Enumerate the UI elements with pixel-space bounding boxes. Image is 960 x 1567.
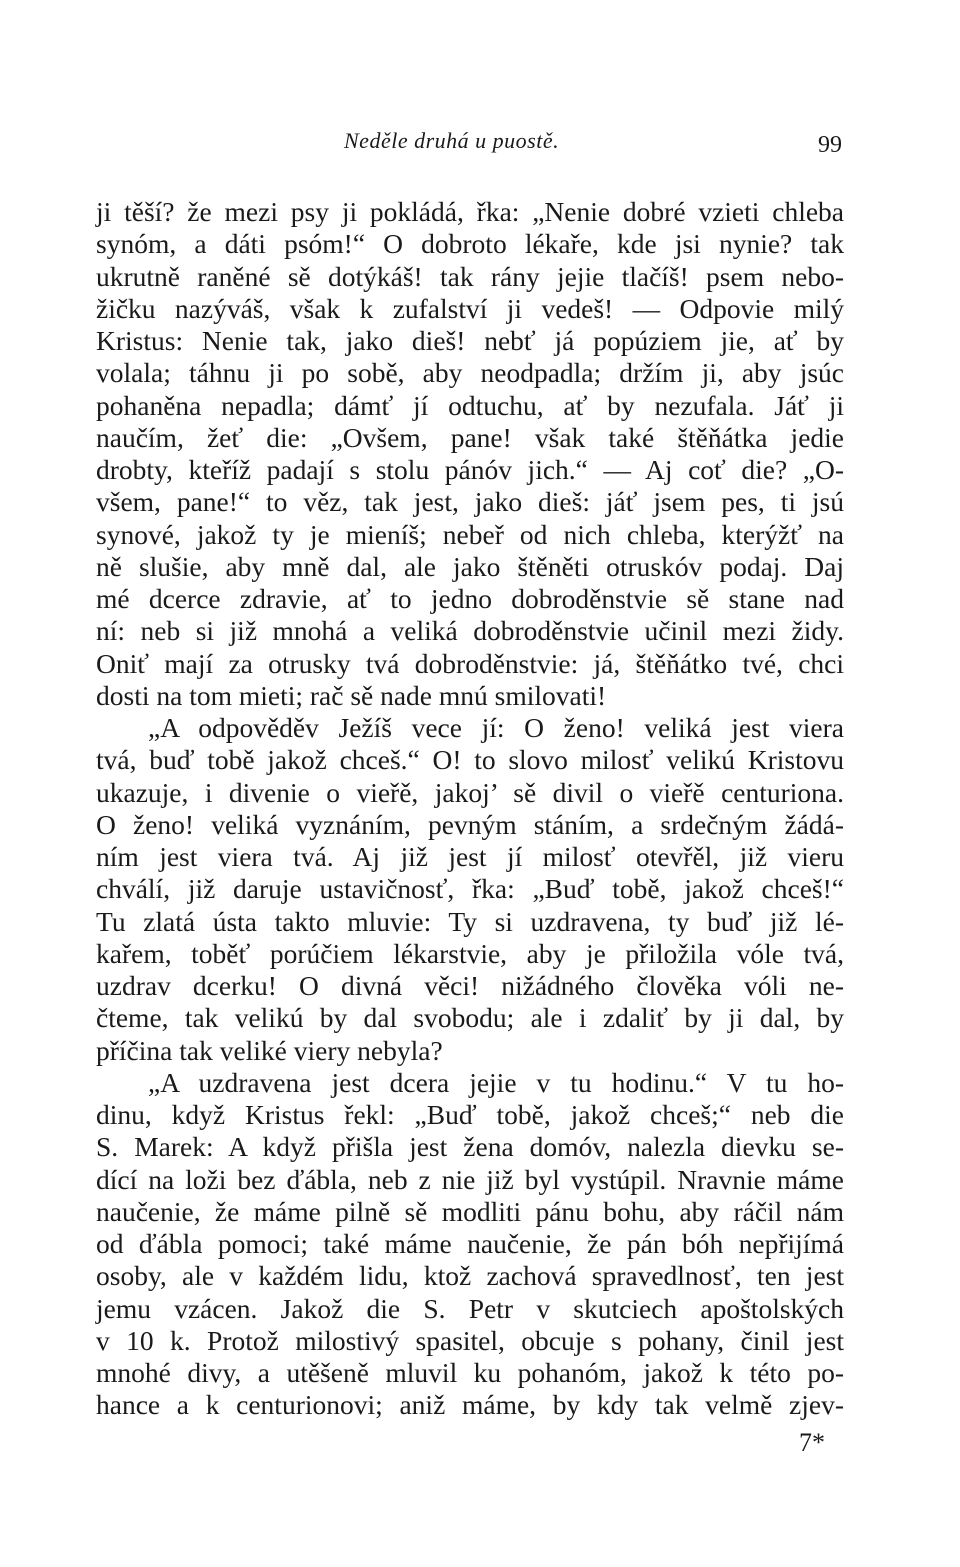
page-number: 99 bbox=[818, 132, 842, 158]
text-line: ukazuje, i divenie o vieřě, jakoj’ sě divil o vieřě centuriona. bbox=[96, 776, 844, 808]
text-line: kařem, toběť porúčiem lékarstvie, aby je přiložila vóle tvá, bbox=[96, 937, 844, 969]
text-line: O ženo! veliká vyznáním, pevným stáním, a srdečným žádá- bbox=[96, 808, 844, 840]
text-line: Oniť mají za otrusky tvá dobroděnstvie: já, štěňátko tvé, chci bbox=[96, 647, 844, 679]
body-text bbox=[96, 196, 844, 1422]
text-line: ukrutně raněné sě dotýkáš! tak rány jejie tlačíš! psem nebo- bbox=[96, 260, 844, 292]
text-line: ním jest viera tvá. Aj již jest jí milosť otevřěl, již vieru bbox=[96, 841, 844, 872]
text-line: Tu zlatá ústa takto mluvie: Ty si uzdravena, ty buď již lé- bbox=[96, 905, 844, 937]
text-line: tvá, buď tobě jakož chceš.“ O! to slovo milosť velikú Kristovu bbox=[96, 744, 844, 776]
text-line: chválí, již daruje ustavičnosť, řka: „Buď tobě, jakož chceš!“ bbox=[96, 873, 844, 905]
text-line: v 10 k. Protož milostivý spasitel, obcuje s pohany, činil jest bbox=[96, 1324, 844, 1356]
text-line: synové, jakož ty je mieníš; nebeř od nich chleba, kterýžť na bbox=[96, 518, 844, 550]
text-line: dící na loži bez ďábla, neb z nie již byl vystúpil. Nravnie máme bbox=[96, 1163, 844, 1195]
text-line: jemu vzácen. Jakož die S. Petr v skutciech apoštolských bbox=[96, 1292, 844, 1324]
text-line: synóm, a dáti psóm!“ O dobroto lékaře, kde jsi nynie? tak bbox=[96, 228, 844, 260]
text-line: drobty, kteříž padají s stolu pánóv jich.“ — Aj coť die? „O- bbox=[96, 454, 844, 485]
text-line: mnohé divy, a utěšeně mluvil ku pohanóm, jakož k této po- bbox=[96, 1357, 844, 1388]
text-line: čteme, tak velikú by dal svobodu; ale i zdaliť by ji dal, by bbox=[96, 1002, 844, 1034]
text-line: od ďábla pomoci; také máme naučenie, že pán bóh nepřijímá bbox=[96, 1228, 844, 1259]
text-line: ní: neb si již mnohá a veliká dobroděnstvie učinil mezi židy. bbox=[96, 615, 844, 647]
text-line: uzdrav dcerku! O divná věci! nižádného člověka vóli ne- bbox=[96, 970, 844, 1001]
text-line: volala; táhnu ji po sobě, aby neodpadla; držím ji, aby jsúc bbox=[96, 357, 844, 389]
text-line: ně slušie, aby mně dal, ale jako štěněti otruskóv podaj. Daj bbox=[96, 550, 844, 582]
text-line: ji těší? že mezi psy ji pokládá, řka: „Nenie dobré vzieti chleba bbox=[96, 196, 844, 227]
text-line: naučenie, že máme pilně sě modliti pánu bohu, aby ráčil nám bbox=[96, 1195, 844, 1227]
text-line: „A uzdravena jest dcera jejie v tu hodinu.“ V tu ho- bbox=[148, 1066, 844, 1098]
text-line: naučím, žeť die: „Ovšem, pane! však také štěňátka jedie bbox=[96, 421, 844, 453]
text-line: mé dcerce zdravie, ať to jedno dobroděnstvie sě stane nad bbox=[96, 583, 844, 614]
text-line: osoby, ale v každém lidu, ktož zachová spravedlnosť, ten jest bbox=[96, 1260, 844, 1292]
text-line: dinu, když Kristus řekl: „Buď tobě, jakož chceš;“ neb die bbox=[96, 1099, 844, 1130]
text-line: pohaněna nepadla; dámť jí odtuchu, ať by nezufala. Jáť ji bbox=[96, 389, 844, 421]
text-line: hance a k centurionovi; aniž máme, by kdy tak velmě zjev- bbox=[96, 1389, 844, 1421]
text-line: dosti na tom mieti; rač sě nade mnú smilovati! bbox=[96, 679, 607, 711]
running-title: Neděle druhá u puostě. bbox=[344, 128, 560, 153]
text-line: žičku nazýváš, však k zufalství ji vedeš! — Odpovie milý bbox=[96, 292, 844, 324]
text-line: všem, pane!“ to věz, tak jest, jako dieš: jáť jsem pes, ti jsú bbox=[96, 486, 844, 518]
text-line: S. Marek: A když přišla jest žena domóv, nalezla dievku se- bbox=[96, 1131, 844, 1163]
text-line: příčina tak veliké viery nebyla? bbox=[96, 1034, 443, 1066]
text-line: „A odpověděv Ježíš vece jí: O ženo! veliká jest viera bbox=[148, 712, 844, 743]
text-line: Kristus: Nenie tak, jako dieš! nebť já popúziem jie, ať by bbox=[96, 325, 844, 356]
signature-mark: 7* bbox=[799, 1428, 825, 1457]
